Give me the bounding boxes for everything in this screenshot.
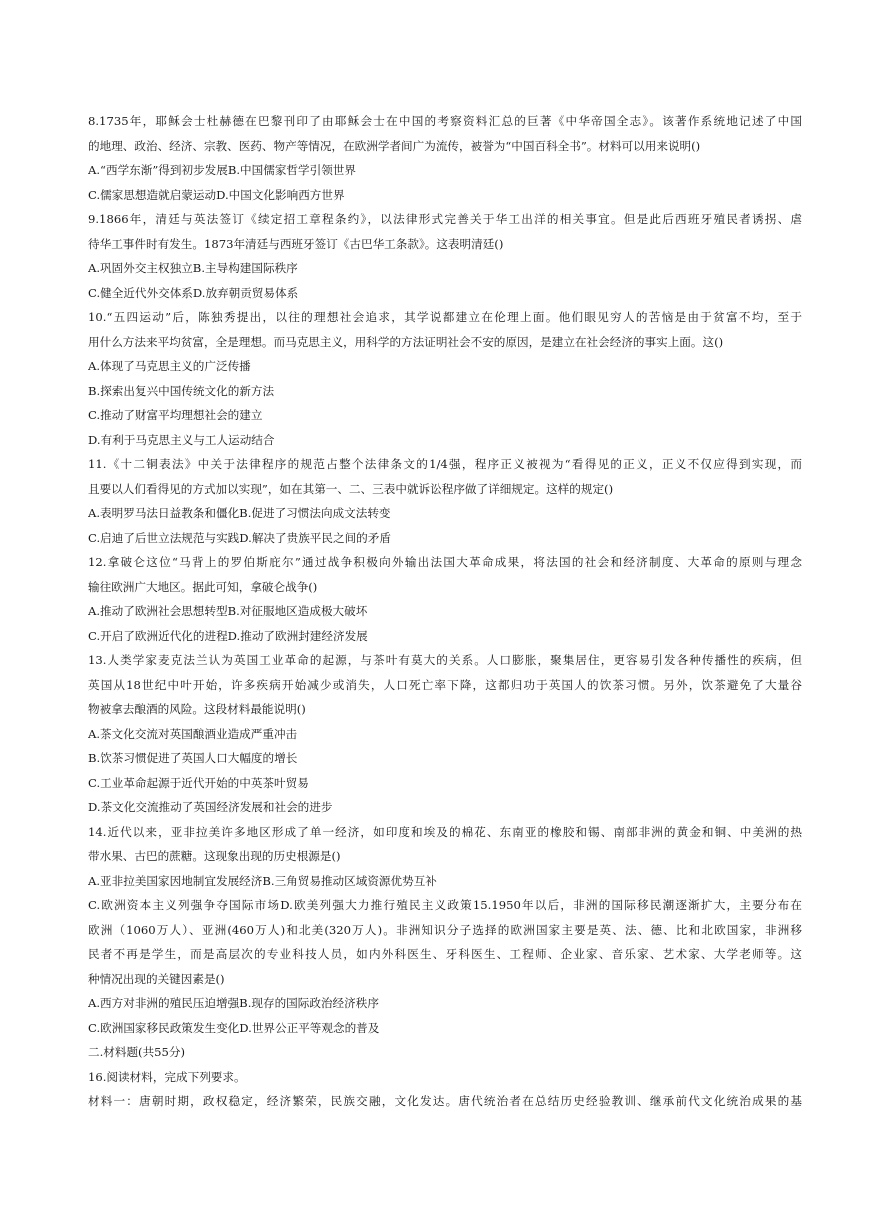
q11-options-ab: A.表明罗马法日益教条和僵化B.促进了习惯法向成文法转变 [88,506,391,520]
q16-instruction: 16.阅读材料，完成下列要求。 [88,1069,246,1084]
q12-options-ab: A.推动了欧洲社会思想转型B.对征服地区造成极大破坏 [88,604,368,618]
q11-options-cd: C.启迪了后世立法规范与实践D.解决了贵族平民之间的矛盾 [88,530,391,545]
q14-options-cd-q15-stem-line-1: C.欧洲资本主义列强争夺国际市场D.欧美列强大力推行殖民主义政策15.1950年以后，非洲的国际移民潮逐渐扩大，主要分布在 [88,898,802,912]
q13-stem-line-1: 13.人类学家麦克法兰认为英国工业革命的起源，与茶叶有莫大的关系。人口膨胀，聚集居住，更容易引发各种传播性的疾病，但 [88,653,802,667]
q13-option-c: C.工业革命起源于近代开始的中英茶叶贸易 [88,775,309,790]
q13-option-d: D.茶文化交流推动了英国经济发展和社会的进步 [88,800,333,814]
q14-stem-line-2: 带水果、古巴的蔗糖。这现象出现的历史根源是() [88,849,341,863]
q13-stem-line-3: 物被拿去酿酒的风险。这段材料最能说明() [88,702,306,716]
q9-options-cd: C.健全近代外交体系D.放弃朝贡贸易体系 [88,285,299,300]
q14-options-ab: A.亚非拉美国家因地制宜发展经济B.三角贸易推动区域资源优势互补 [88,873,437,888]
q8-stem-line-2: 的地理、政治、经济、宗教、医药、物产等情况，在欧洲学者间广为流传，被誉为“中国百科全书”。材料可以用来说明() [88,138,701,153]
q10-option-c: C.推动了财富平均理想社会的建立 [88,408,263,422]
q13-stem-line-2: 英国从18世纪中叶开始，许多疾病开始减少或消失，人口死亡率下降，这都归功于英国人的饮茶习惯。另外，饮茶避免了大量谷 [88,677,802,692]
q8-options-cd: C.儒家思想造就启蒙运动D.中国文化影响西方世界 [88,187,345,202]
q10-option-d: D.有利于马克思主义与工人运动结合 [88,432,275,447]
q15-stem-line-3: 民者不再是学生，而是高层次的专业科技人员，如内外科医生、牙科医生、工程师、企业家、音乐家、艺术家、大学老师等。这 [88,947,802,961]
q9-stem-line-1: 9.1866年，清廷与英法签订《续定招工章程条约》，以法律形式完善关于华工出洋的相关事宜。但是此后西班牙殖民者诱拐、虐 [88,212,802,226]
q15-stem-line-4: 种情况出现的关键因素是() [88,971,225,986]
q16-material-1-line-1: 材料一：唐朝时期，政权稳定，经济繁荣，民族交融，文化发达。唐代统治者在总结历史经验教训、继承前代文化统治成果的基 [88,1094,802,1108]
q14-stem-line-1: 14.近代以来，亚非拉美许多地区形成了单一经济，如印度和埃及的棉花、东南亚的橡胶和锡、南部非洲的黄金和铜、中美洲的热 [88,824,802,839]
section-heading: 二.材料题(共55分) [88,1045,186,1059]
q12-options-cd: C.开启了欧洲近代化的进程D.推动了欧洲封建经济发展 [88,628,368,643]
q13-option-b: B.饮茶习惯促进了英国人口大幅度的增长 [88,751,298,765]
q11-stem-line-1: 11.《十二铜表法》中关于法律程序的规范占整个法律条文的1/4强，程序正义被视为“看得见的正义，正义不仅应得到实现，而 [88,457,802,471]
q10-option-b: B.探索出复兴中国传统文化的新方法 [88,383,275,398]
q11-stem-line-2: 且要以人们看得见的方式加以实现”，如在其第一、二、三表中就诉讼程序做了详细规定。这样的规定() [88,481,614,496]
q9-options-ab: A.巩固外交主权独立B.主导构建国际秩序 [88,261,298,275]
exam-page [88,109,802,1114]
q10-stem-line-1: 10.“五四运动”后，陈独秀提出，以往的理想社会追求，其学说都建立在伦理上面。他们眼见穷人的苦恼是由于贫富不均，至于 [88,310,802,324]
q15-options-ab: A.西方对非洲的殖民压迫增强B.现存的国际政治经济秩序 [88,996,379,1010]
q12-stem-line-2: 输往欧洲广大地区。据此可知，拿破仑战争() [88,579,318,594]
q8-stem-line-1: 8.1735年，耶稣会士杜赫德在巴黎刊印了由耶稣会士在中国的考察资料汇总的巨著《中华帝国全志》。该著作系统地记述了中国 [88,114,802,128]
q12-stem-line-1: 12.拿破仑这位“马背上的罗伯斯庇尔”通过战争积极向外输出法国大革命成果，将法国的社会和经济制度、大革命的原则与理念 [88,555,802,569]
q10-stem-line-2: 用什么方法来平均贫富，全是理想。而马克思主义，用科学的方法证明社会不安的原因，是建立在社会经济的事实上面。这() [88,334,724,349]
q9-stem-line-2: 待华工事件时有发生。1873年清廷与西班牙签订《古巴华工条款》。这表明清廷() [88,236,504,251]
q10-option-a: A.体现了马克思主义的广泛传播 [88,359,251,373]
q15-options-cd: C.欧洲国家移民政策发生变化D.世界公正平等观念的普及 [88,1020,380,1035]
q15-stem-line-2: 欧洲（1060万人）、亚洲(460万人)和北美(320万人)。非洲知识分子选择的欧洲国家主要是英、法、德、比和北欧国家，非洲移 [88,922,802,937]
q13-option-a: A.茶文化交流对英国酿酒业造成严重冲击 [88,726,298,741]
q8-options-ab: A.“西学东渐”得到初步发展B.中国儒家哲学引领世界 [88,163,356,177]
